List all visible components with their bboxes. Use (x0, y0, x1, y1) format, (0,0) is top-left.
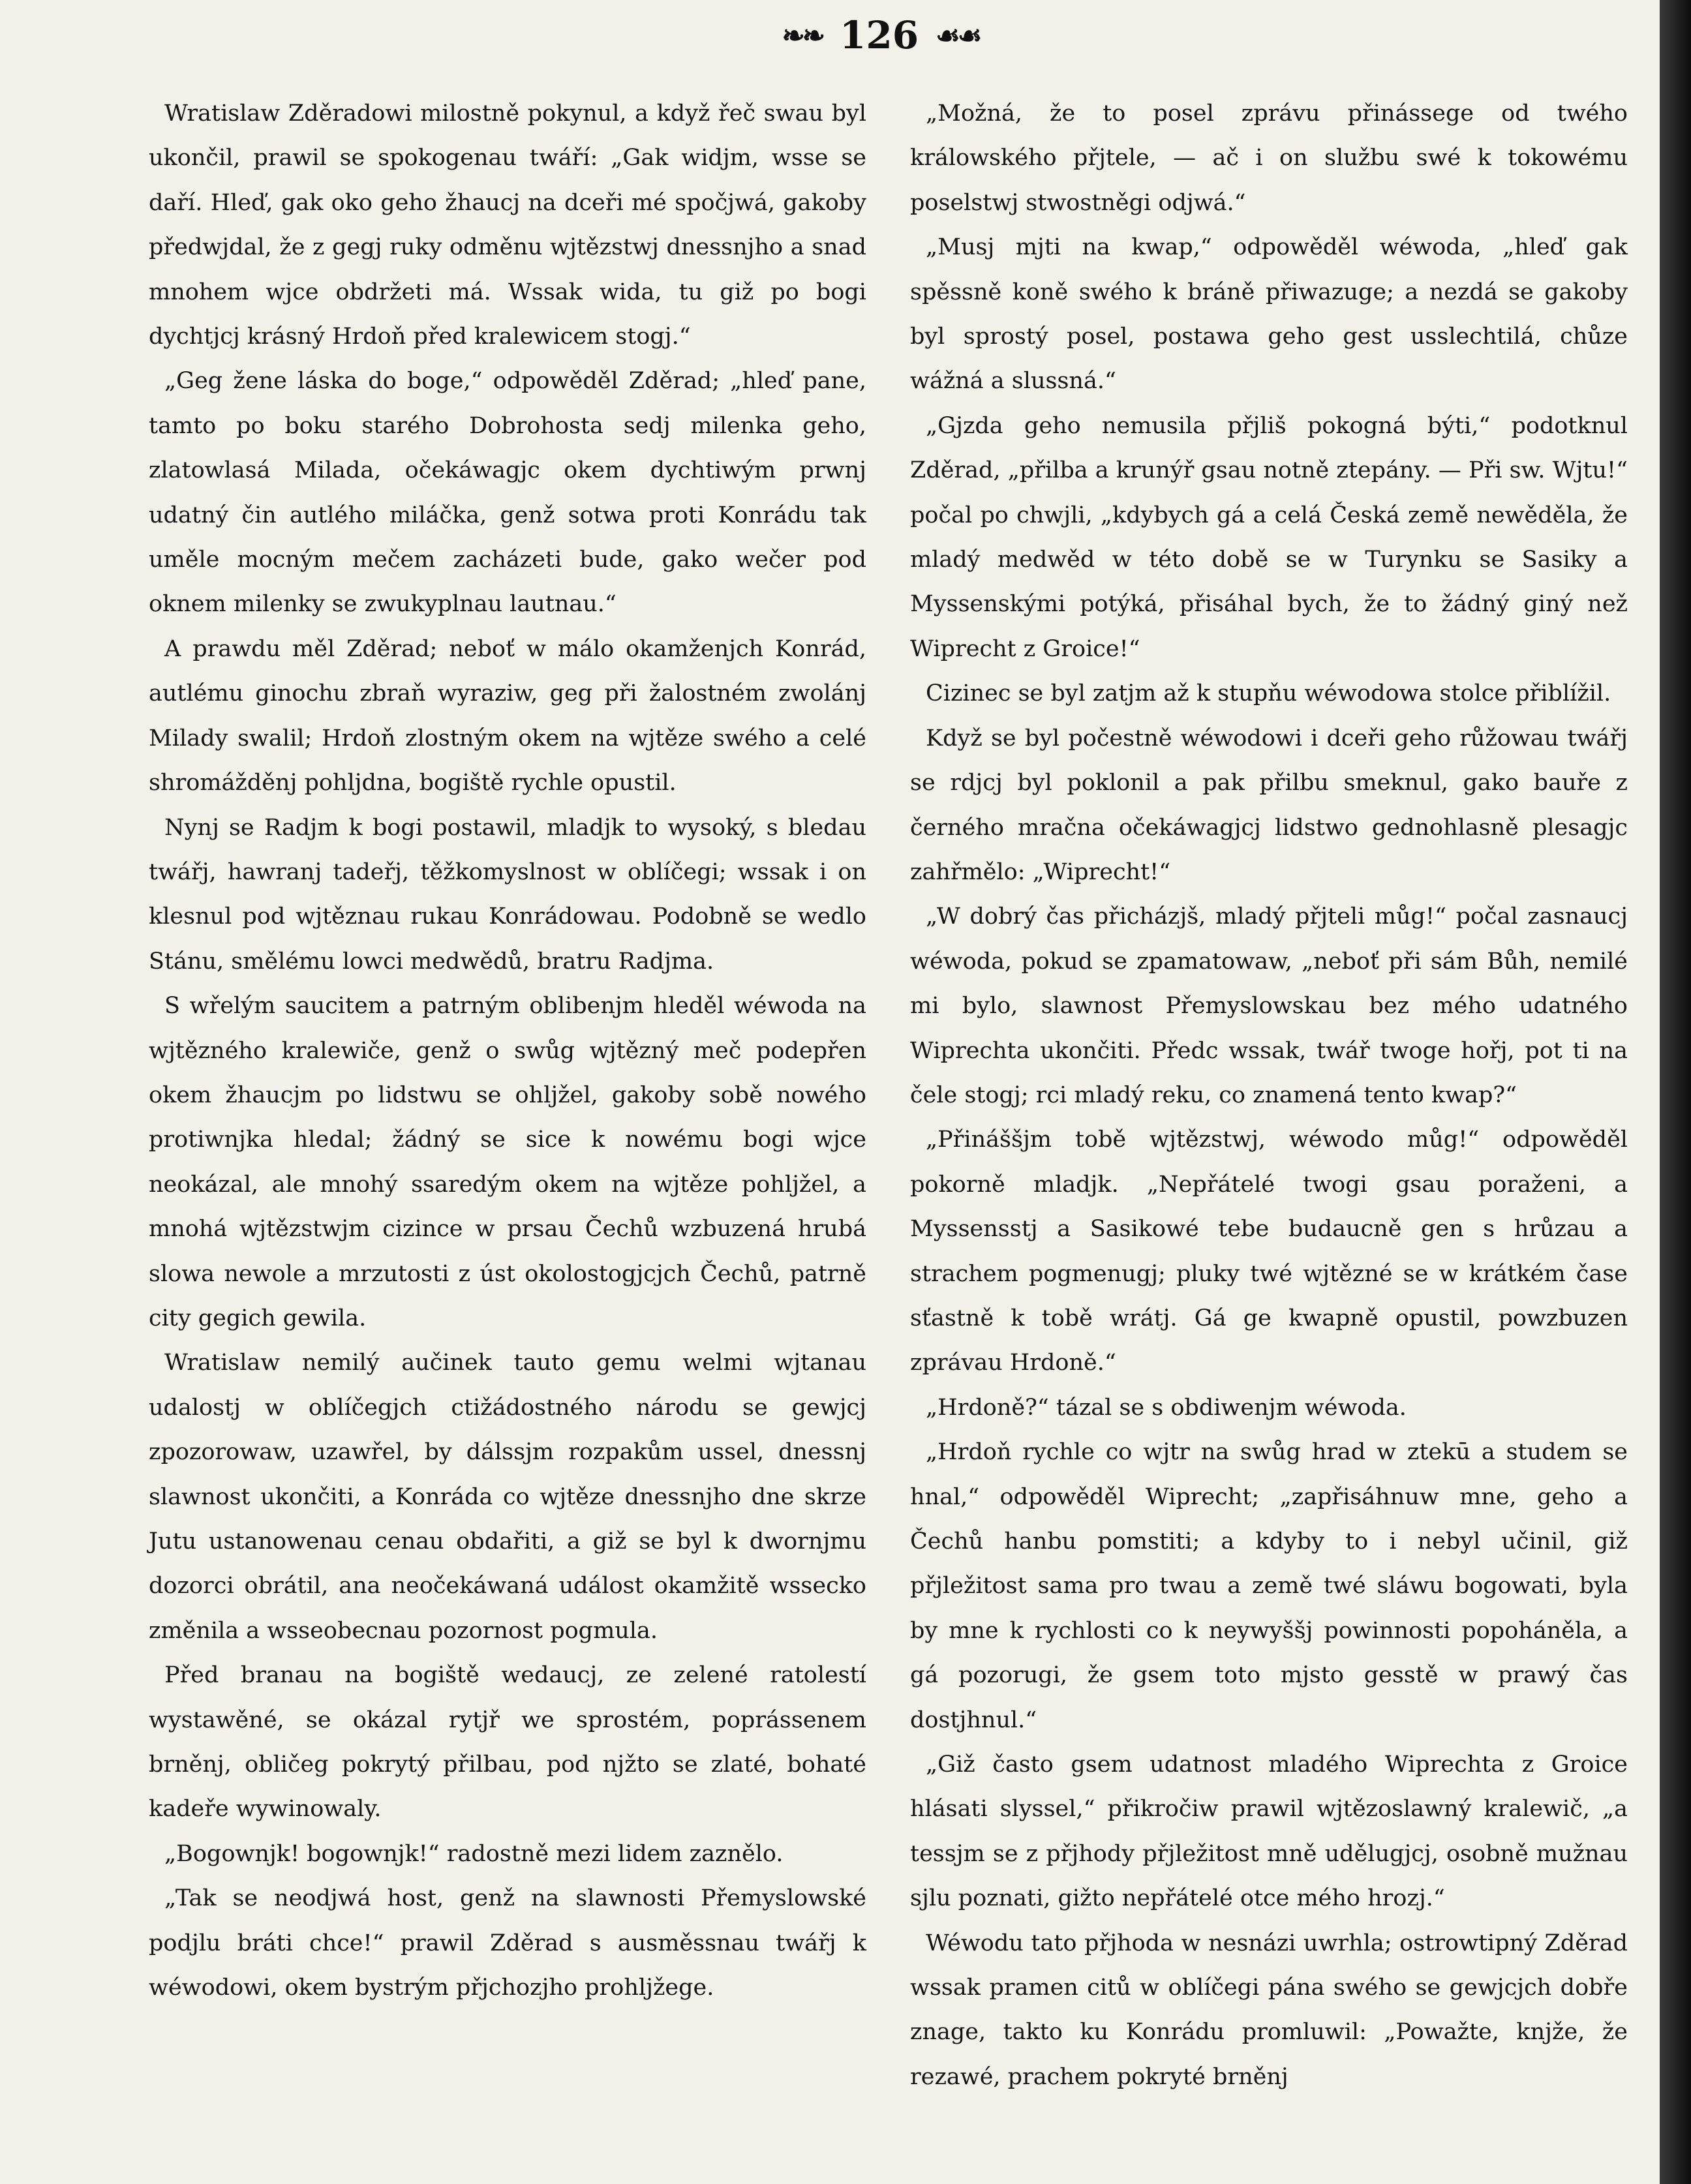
paragraph: Před branau na bogiště wedaucj, ze zelené ratolestí wystawěné, se okázal rytjř we sprostém, poprássenem brněnj, obličeg pokrytý přilbau, pod njžto se zlaté, bohaté kadeře wywinowaly. (149, 1662, 866, 1823)
paragraph: Nynj se Radjm k bogi postawil, mladjk to wysoký, s bledau twářj, hawranj tadeřj, těžkomyslnost w oblíčegi; wssak i on klesnul pod wjtěznau rukau Konrádowau. Podobně se wedlo Stánu, smělému lowci medwědů, bratru Radjma. (149, 814, 866, 975)
paragraph: Wratislaw nemilý aučinek tauto gemu welmi wjtanau udalostj w oblíčegjch ctižádostného národu se gewjcj zpozorowaw, uzawřel, by dálssjm rozpakům ussel, dnessnj slawnost ukončiti, a Konráda co wjtěze dnessnjho dne skrze Jutu ustanowenau cenau obdařiti, a giž se byl k dwornjmu dozorci obrátil, ana neočekáwaná událost okamžitě wssecko změnila a wsseobecnau pozornost pogmula. (149, 1350, 866, 1644)
paragraph: „Hrdoně?“ tázal se s obdiwenjm wéwoda. (926, 1394, 1407, 1421)
paragraph: A prawdu měl Zděrad; neboť w málo okamženjch Konrád, autlému ginochu zbraň wyraziw, geg při žalostném zwolánj Milady swalil; Hrdoň zlostným okem na wjtěze swého a celé shromážděnj pohljdna, bogiště rychle opustil. (149, 635, 866, 796)
paragraph: „Přináššjm tobě wjtězstwj, wéwodo můg!“ odpowěděl pokorně mladjk. „Nepřátelé twogi gsau poraženi, a Myssensstj a Sasikowé tebe budaucně gen s hrůzau a strachem pogmenugj; pluky twé wjtězné se w krátkém čase sťastně k tobě wrátj. Gá ge kwapně opustil, powzbuzen zprávau Hrdoně.“ (910, 1127, 1628, 1376)
paragraph: „Musj mjti na kwap,“ odpowěděl wéwoda, „hleď gak spěssně koně swého k bráně přiwazuge; a nezdá se gakoby byl sprostý posel, postawa geho gest usslechtilá, chůze wážná a slussná.“ (910, 234, 1628, 395)
paragraph: „Tak se neodjwá host, genž na slawnosti Přemyslowské podjlu bráti chce!“ prawil Zděrad s ausměssnau twářj k wéwodowi, okem bystrým přjchozjho prohljžege. (149, 1885, 866, 2001)
page-number: 126 (840, 13, 919, 57)
paragraph: „Gjzda geho nemusila přjliš pokogná býti,“ podotknul Zděrad, „přilba a krunýř gsau notně ztepány. — Při sw. Wjtu!“ počal po chwjli, „kdybych gá a celá Česká země newěděla, že mladý medwěd w této době se w Turynku se Sasiky a Myssenskými potýká, přisáhal bych, že to žádný giný než Wiprecht z Groice!“ (910, 412, 1628, 662)
paragraph: „W dobrý čas přicházjš, mladý přjteli můg!“ počal zasnaucj wéwoda, pokud se zpamatowaw, „neboť při sám Bůh, nemilé mi bylo, slawnost Přemyslowskau bez mého udatného Wiprechta ukončiti. Předc wssak, twář twoge hořj, pot ti na čele stogj; rci mladý reku, co znamená tento kwap?“ (910, 903, 1628, 1108)
paragraph: Když se byl počestně wéwodowi i dceři geho růžowau twářj se rdjcj byl poklonil a pak přilbu smeknul, gako bauře z černého mračna očekáwagjcj lidstwo gednohlasně plesagjc zahřmělo: „Wiprecht!“ (910, 725, 1628, 885)
paragraph: Wratislaw Zděradowi milostně pokynul, a když řeč swau byl ukončil, prawil se spokogenau twáří: „Gak widjm, wsse se daří. Hleď, gak oko geho žhaucj na dceři mé spočjwá, gakoby předwjdal, že z gegj ruky odměnu wjtězstwj dnessnjho a snad mnohem wjce obdržeti má. Wssak wida, tu giž po bogi dychtjcj krásný Hrdoň před kralewicem stogj.“ (149, 100, 866, 350)
left-column (149, 91, 866, 2010)
page-header (744, 9, 1018, 61)
paragraph: „Hrdoň rychle co wjtr na swůg hrad w ztekū a studem se hnal,“ odpowěděl Wiprecht; „zapřisáhnuw mne, geho a Čechů hanbu pomstiti; a kdyby to i nebyl učinil, giž přjležitost sama pro twau a země twé sláwu bogowati, byla by mne k rychlosti co k neywyššj powinnosti popoháněla, a gá pozorugi, že gsem toto mjsto gesstě w prawý čas dostjhnul.“ (910, 1439, 1628, 1733)
left-ornament-icon: ❧❧ (782, 19, 823, 52)
paragraph: „Giž často gsem udatnost mladého Wiprechta z Groice hlásati slyssel,“ přikročiw prawil wjtězoslawný kralewič, „a tessjm se z přjhody přjležitost mně udělugjcj, osobně mužnau sjlu poznati, gižto nepřátelé otce mého hrozj.“ (910, 1752, 1628, 1912)
paragraph: Cizinec se byl zatjm až k stupňu wéwodowa stolce přiblížil. (926, 680, 1611, 707)
paragraph: „Geg žene láska do boge,“ odpowěděl Zděrad; „hleď pane, tamto po boku starého Dobrohosta sedj milenka geho, zlatowlasá Milada, očekáwagjc okem dychtiwým prwnj udatný čin autlého miláčka, genž sotwa proti Konrádu tak uměle mocným mečem zacházeti bude, gako wečer pod oknem milenky se zwukyplnau lautnau.“ (149, 368, 866, 618)
paragraph: „Bogownjk! bogownjk!“ radostně mezi lidem zaznělo. (164, 1840, 784, 1867)
paragraph: „Možná, že to posel zprávu přinássege od twého králowského přjtele, — ač i on službu swé k tokowému poselstwj stwostněgi odjwá.“ (910, 100, 1628, 216)
paragraph: Wéwodu tato přjhoda w nesnázi uwrhla; ostrowtipný Zděrad wssak pramen citů w oblíčegi pána swého se gewjcjch dobře znage, takto ku Konrádu promluwil: „Powažte, knjže, že rezawé, prachem pokryté brněnj (910, 1930, 1628, 2090)
right-column (910, 91, 1628, 2099)
scan-edge (1660, 0, 1691, 2184)
paragraph: S wřelým saucitem a patrným oblibenjm hleděl wéwoda na wjtězného kralewiče, genž o swůg wjtězný meč podepřen okem žhaucjm po lidstwu se ohljžel, gakoby sobě nowého protiwnjka hledal; žádný se sice k nowému bogi wjce neokázal, ale mnohý ssaredým okem na wjtěze pohljžel, a mnohá wjtězstwjm cizince w prsau Čechů wzbuzená hrubá slowa newole a mrzutosti z úst okolostogjcjch Čechů, patrně city gegich gewila. (149, 993, 866, 1331)
right-ornament-icon: ☙☙ (936, 19, 980, 52)
